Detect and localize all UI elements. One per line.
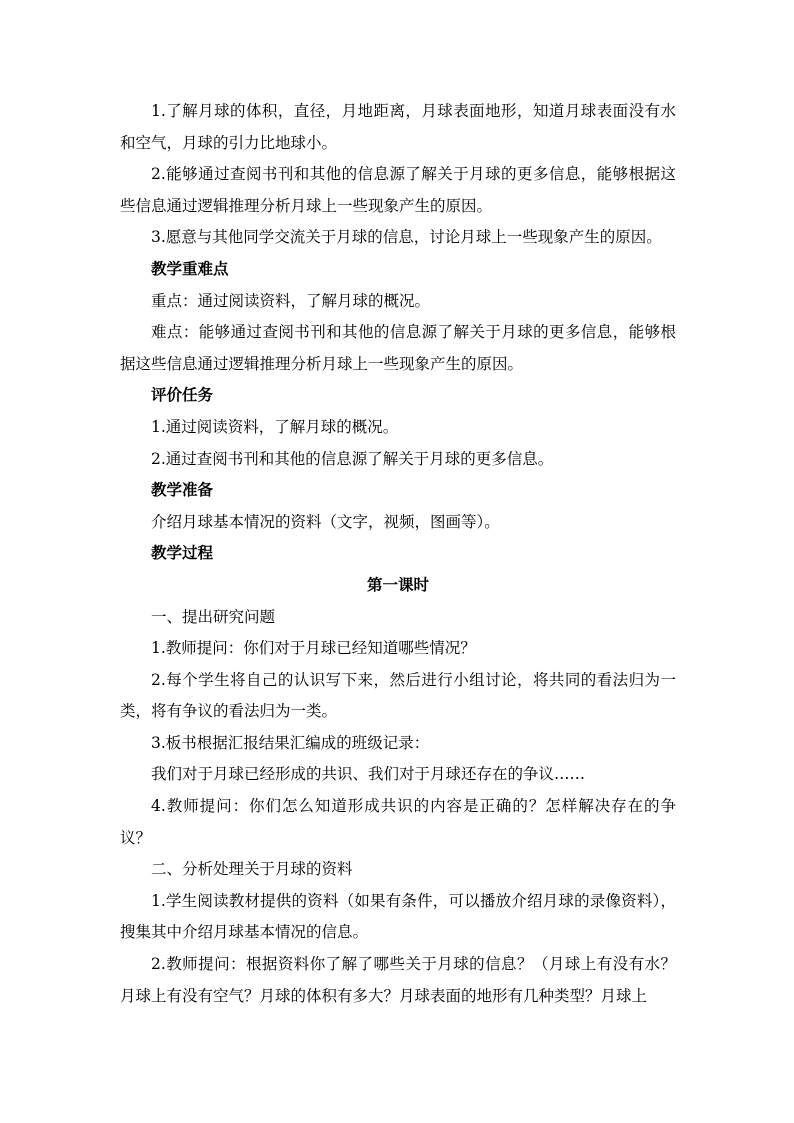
assessment-item-1: 1.通过阅读资料，了解月球的概况。	[151, 417, 399, 436]
section-1-title: 一、提出研究问题	[151, 607, 276, 626]
objective-1: 1.了解月球的体积，直径，月地距离，月球表面地形，知道月球表面没有水和空气，月球的引力比地球小。	[120, 102, 676, 152]
section-2-item-2: 2.教师提问：根据资料你了解了哪些关于月球的信息？（月球上有没有水？月球上有没有空气？月球的体积有多大？月球表面的地形有几种类型？月球上	[120, 955, 676, 1005]
section-1-item-1: 1.教师提问：你们对于月球已经知道哪些情况？	[151, 639, 476, 658]
section-1-item-3: 3.板书根据汇报结果汇编成的班级记录：	[151, 733, 430, 752]
key-point-focus: 重点：通过阅读资料，了解月球的概况。	[151, 291, 431, 310]
process-heading: 教学过程	[151, 544, 214, 563]
section-1-item-3-detail: 我们对于月球已经形成的共识、我们对于月球还存在的争议……	[151, 765, 586, 784]
section-1-item-2: 2.每个学生将自己的认识写下来，然后进行小组讨论，将共同的看法归为一类，将有争议的看法归为一类。	[120, 670, 676, 721]
section-2-item-1: 1.学生阅读教材提供的资料（如果有条件，可以播放介绍月球的录像资料），搜集其中介绍月球基本情况的信息。	[120, 891, 676, 942]
section-2-title: 二、分析处理关于月球的资料	[151, 860, 353, 879]
section-1-item-4: 4.教师提问：你们怎么知道形成共识的内容是正确的？怎样解决存在的争议？	[120, 797, 676, 847]
lesson-title: 第一课时	[366, 575, 429, 594]
objective-3: 3.愿意与其他同学交流关于月球的信息，讨论月球上一些现象产生的原因。	[151, 228, 662, 247]
key-points-heading: 教学重难点	[151, 259, 229, 278]
key-point-difficulty: 难点：能够通过查阅书刊和其他的信息源了解关于月球的更多信息，能够根据这些信息通过逻辑推理分析月球上一些现象产生的原因。	[120, 323, 676, 373]
preparation-heading: 教学准备	[151, 481, 214, 500]
document-page	[120, 96, 676, 1012]
assessment-item-2: 2.通过查阅书刊和其他的信息源了解关于月球的更多信息。	[151, 449, 554, 468]
preparation-text: 介绍月球基本情况的资料（文字，视频，图画等）。	[151, 512, 500, 531]
objective-2: 2.能够通过查阅书刊和其他的信息源了解关于月球的更多信息，能够根据这些信息通过逻辑推理分析月球上一些现象产生的原因。	[120, 165, 676, 215]
assessment-heading: 评价任务	[151, 386, 214, 405]
